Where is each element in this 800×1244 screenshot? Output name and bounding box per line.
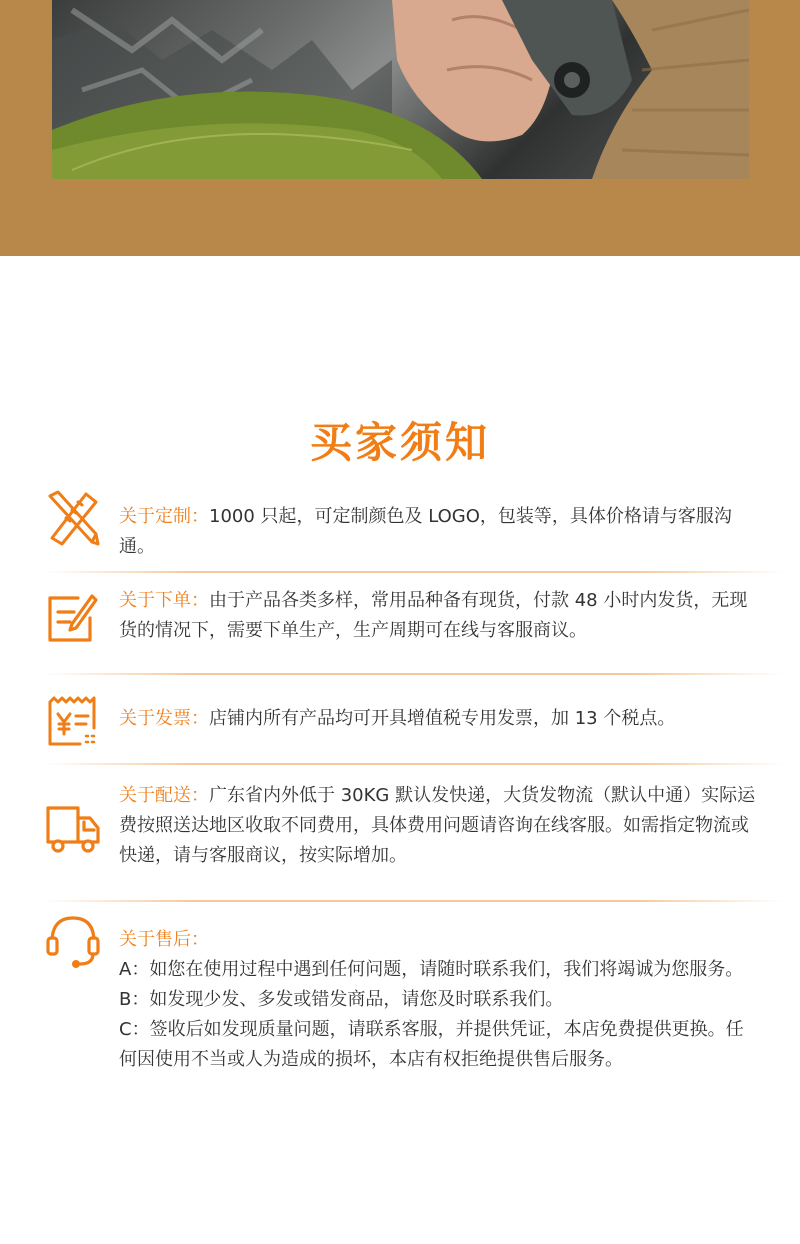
delivery-truck-icon bbox=[44, 798, 102, 856]
section-ordering bbox=[119, 586, 759, 646]
product-photo bbox=[52, 0, 749, 179]
section-text: 广东省内外低于 30KG 默认发快递，大货发物流（默认中通）实际运费按照送达地区收取不同费用，具体费用问题请咨询在线客服。如需指定物流或快递，请与客服商议，按实际增加。 bbox=[119, 785, 756, 866]
section-after-sales bbox=[119, 925, 759, 1075]
section-delivery bbox=[119, 781, 759, 871]
section-label: 关于配送： bbox=[119, 785, 209, 806]
after-sales-line-a: A：如您在使用过程中遇到任何问题，请随时联系我们，我们将竭诚为您服务。 bbox=[119, 959, 744, 980]
section-label: 关于定制： bbox=[119, 506, 209, 527]
section-label: 关于发票： bbox=[119, 708, 209, 729]
page-title: 买家须知 bbox=[309, 418, 490, 467]
section-text: 由于产品各类多样，常用品种备有现货，付款 48 小时内发货，无现货的情况下，需要下单生产，生产周期可在线与客服商议。 bbox=[119, 590, 748, 641]
section-text: 店铺内所有产品均可开具增值税专用发票，加 13 个税点。 bbox=[209, 708, 676, 729]
section-label: 关于售后： bbox=[119, 929, 209, 950]
pencil-ruler-icon bbox=[44, 488, 102, 546]
order-form-icon bbox=[44, 590, 102, 648]
section-divider bbox=[44, 571, 784, 573]
section-label: 关于下单： bbox=[119, 590, 209, 611]
invoice-icon bbox=[44, 692, 102, 750]
section-text: 1000 只起，可定制颜色及 LOGO，包装等，具体价格请与客服沟通。 bbox=[119, 506, 732, 557]
section-divider bbox=[44, 673, 784, 675]
headset-icon bbox=[44, 912, 102, 970]
section-divider bbox=[44, 763, 784, 765]
section-customization bbox=[119, 502, 759, 562]
section-divider bbox=[44, 900, 784, 902]
top-banner-band bbox=[0, 0, 800, 256]
after-sales-line-b: B：如发现少发、多发或错发商品，请您及时联系我们。 bbox=[119, 989, 564, 1010]
section-invoice bbox=[119, 704, 759, 734]
after-sales-line-c: C：签收后如发现质量问题，请联系客服，并提供凭证，本店免费提供更换。任何因使用不当或人为造成的损坏，本店有权拒绝提供售后服务。 bbox=[119, 1019, 744, 1070]
